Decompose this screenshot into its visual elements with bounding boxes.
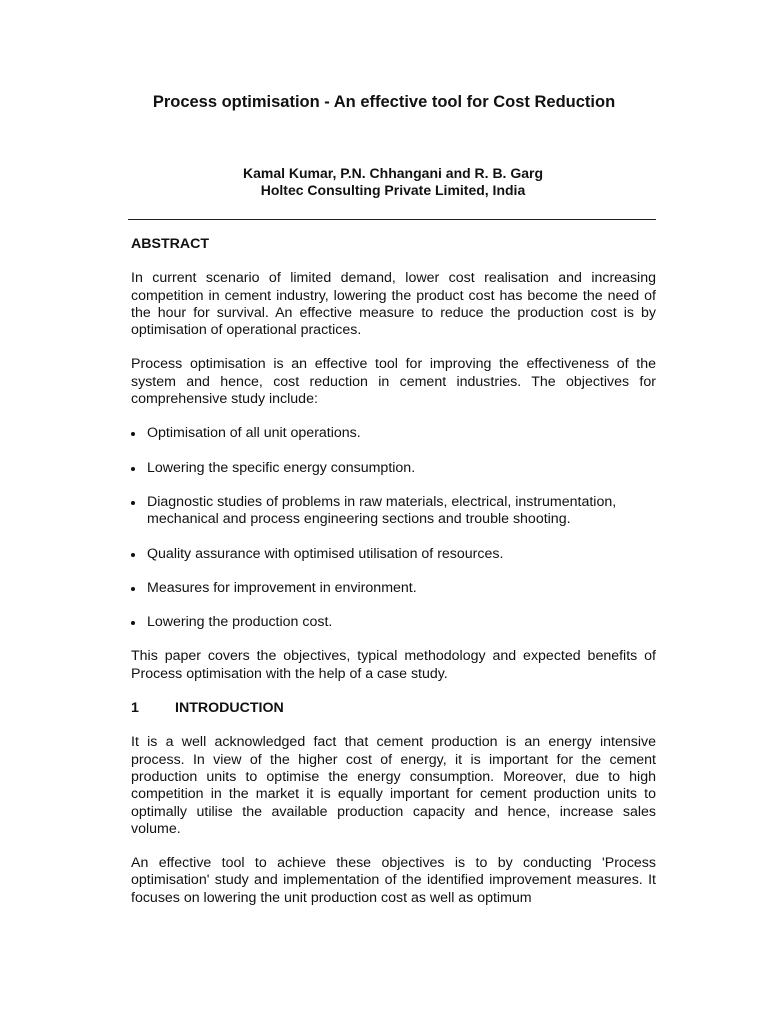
paper-title: Process optimisation - An effective tool for Cost Reduction bbox=[152, 93, 616, 111]
introduction-paragraph: It is a well acknowledged fact that cement production is an energy intensive process. In view of the higher cost of energy, it is important for the cement production units to optimise the energy consumption. Moreover, due to high competition in the market it is equally important for cement production units to optimally utilise the available production capacity and hence, increase sales volume. bbox=[131, 734, 656, 837]
list-item bbox=[131, 614, 656, 631]
section-title: INTRODUCTION bbox=[175, 700, 284, 717]
author-affiliation: Holtec Consulting Private Limited, India bbox=[260, 182, 526, 198]
bullet-icon bbox=[131, 553, 135, 557]
paper-body bbox=[131, 236, 656, 907]
section-number: 1 bbox=[131, 700, 139, 717]
list-item-text: Measures for improvement in environment. bbox=[147, 579, 417, 596]
author-block bbox=[0, 165, 768, 199]
list-item bbox=[131, 494, 656, 529]
list-item bbox=[131, 460, 656, 477]
abstract-closing-paragraph: This paper covers the objectives, typical methodology and expected benefits of Process optimisation with the help of a case study. bbox=[131, 648, 656, 682]
list-item-text: Optimisation of all unit operations. bbox=[147, 425, 361, 442]
bullet-icon bbox=[131, 501, 135, 505]
list-item-text: Diagnostic studies of problems in raw materials, electrical, instrumentation, mechanical and process engineering sections and trouble shooting. bbox=[147, 493, 617, 528]
abstract-heading: ABSTRACT bbox=[131, 236, 210, 252]
introduction-paragraph: An effective tool to achieve these objectives is to by conducting 'Process optimisation' study and implementation of the identified improvement measures. It focuses on lowering the unit production cost as well as optimum bbox=[131, 855, 656, 906]
bullet-icon bbox=[131, 467, 135, 471]
abstract-paragraph: Process optimisation is an effective tool for improving the effectiveness of the system and hence, cost reduction in cement industries. The objectives for comprehensive study include: bbox=[131, 356, 656, 408]
abstract-paragraph: In current scenario of limited demand, lower cost realisation and increasing competition in cement industry, lowering the product cost has become the need of the hour for survival. An effective measure to reduce the production cost is by optimisation of operational practices. bbox=[131, 270, 656, 339]
bullet-icon bbox=[131, 621, 135, 625]
list-item bbox=[131, 425, 656, 442]
header-divider bbox=[128, 219, 656, 220]
list-item-text: Lowering the specific energy consumption. bbox=[147, 459, 416, 476]
list-item bbox=[131, 580, 656, 597]
list-item-text: Quality assurance with optimised utilisation of resources. bbox=[147, 545, 504, 562]
author-names: Kamal Kumar, P.N. Chhangani and R. B. Garg bbox=[242, 165, 544, 181]
section-heading bbox=[131, 700, 656, 717]
list-item bbox=[131, 546, 656, 563]
bullet-icon bbox=[131, 432, 135, 436]
list-item-text: Lowering the production cost. bbox=[147, 614, 333, 631]
bullet-icon bbox=[131, 587, 135, 591]
objectives-list bbox=[131, 425, 656, 631]
